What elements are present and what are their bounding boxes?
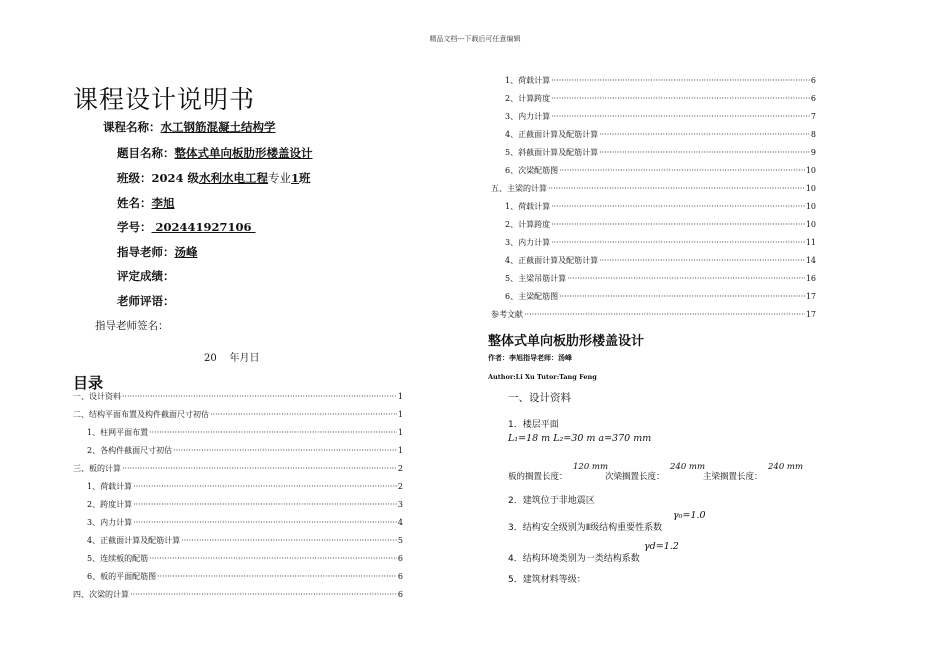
toc-left-column (73, 391, 403, 607)
toc-entry-page: 6 (397, 572, 403, 581)
toc-leader-dots (157, 572, 397, 581)
bearing-main-beam-label: 主梁搁置长度： (703, 472, 763, 482)
name-row (117, 195, 175, 211)
structure-factor: γd=1.2 (644, 541, 679, 552)
toc-entry-page: 3 (397, 500, 403, 509)
toc-entry[interactable] (73, 481, 403, 499)
toc-entry[interactable] (73, 391, 403, 409)
topic-value: 整体式单向板肋形楼盖设计 (174, 146, 313, 160)
toc-entry-page: 1 (397, 392, 403, 401)
toc-entry-title: 5、连续板的配筋 (87, 554, 149, 563)
item-safety-class: 3．结构安全级别为Ⅱ级结构重要性系数 (508, 523, 663, 533)
toc-entry[interactable] (491, 291, 816, 309)
item-floor-plan: 1．楼层平面 (508, 420, 559, 430)
toc-entry-title: 6、板的平面配筋图 (87, 572, 157, 581)
section-design-data: 一、设计资料 (508, 392, 571, 404)
toc-leader-dots (599, 256, 805, 265)
toc-entry-title: 1、荷载计算 (87, 482, 133, 491)
toc-entry-title: 2、跨度计算 (87, 500, 133, 509)
importance-factor: γ₀=1.0 (673, 510, 706, 521)
toc-leader-dots (599, 130, 810, 139)
toc-entry-page: 10 (805, 220, 816, 229)
toc-entry[interactable] (491, 147, 816, 165)
toc-entry-page: 4 (397, 518, 403, 527)
toc-leader-dots (559, 166, 805, 175)
toc-heading: 目录 (73, 374, 104, 392)
toc-entry[interactable] (491, 165, 816, 183)
toc-entry[interactable] (73, 589, 403, 607)
toc-entry-title: 4、正截面计算及配筋计算 (87, 536, 181, 545)
toc-entry-title: 2、各构件截面尺寸初估 (87, 446, 173, 455)
toc-entry-page: 6 (397, 554, 403, 563)
class-year: 2024 级 (151, 171, 200, 185)
toc-leader-dots (122, 464, 397, 473)
toc-entry[interactable] (73, 409, 403, 427)
toc-entry-title: 2、计算跨度 (505, 220, 551, 229)
toc-entry-title: 一、设计资料 (73, 392, 121, 401)
toc-entry-title: 6、主梁配筋图 (505, 292, 559, 301)
document-title: 课程设计说明书 (73, 85, 256, 114)
toc-leader-dots (149, 428, 397, 437)
toc-leader-dots (567, 274, 805, 283)
advisor-value: 汤峰 (174, 245, 198, 259)
paper-authors-english: Author:Li Xu Tutor:Tang Feng (488, 373, 597, 381)
toc-leader-dots (551, 76, 810, 85)
toc-entry[interactable] (491, 111, 816, 129)
toc-leader-dots (548, 184, 805, 193)
topic-label: 题目名称： (117, 146, 175, 160)
toc-leader-dots (551, 238, 805, 247)
toc-entry-page: 2 (397, 464, 403, 473)
student-id-label: 学号： (117, 220, 152, 234)
toc-entry-title: 3、内力计算 (505, 112, 551, 121)
toc-right-column (491, 75, 816, 327)
item-non-seismic: 2．建筑位于非地震区 (508, 496, 595, 506)
toc-leader-dots (133, 518, 397, 527)
toc-leader-dots (133, 500, 397, 509)
toc-entry-page: 1 (397, 428, 403, 437)
toc-leader-dots (130, 590, 397, 599)
toc-entry-title: 参考文献 (491, 310, 523, 319)
toc-entry-title: 3、内力计算 (87, 518, 133, 527)
advisor-label: 指导老师： (117, 245, 175, 259)
bearing-slab-label: 板的搁置长度： (508, 472, 568, 482)
toc-leader-dots (551, 94, 810, 103)
course-name-value: 水工钢筋混凝土结构学 (160, 120, 276, 134)
toc-entry-page: 9 (810, 148, 816, 157)
toc-leader-dots (133, 482, 397, 491)
bearing-slab-value: 120 mm (573, 462, 609, 472)
toc-entry-title: 3、内力计算 (505, 238, 551, 247)
class-number: 1 (291, 171, 300, 185)
toc-leader-dots (122, 392, 397, 401)
toc-entry[interactable] (73, 571, 403, 589)
grade-label: 评定成绩： (117, 269, 175, 283)
toc-entry[interactable] (73, 517, 403, 535)
toc-entry-title: 五、主梁的计算 (491, 184, 547, 193)
toc-entry-title: 二、结构平面布置及构件截面尺寸初估 (73, 410, 209, 419)
toc-entry[interactable] (491, 129, 816, 147)
student-id-value: 202441927106 (151, 220, 256, 234)
toc-leader-dots (181, 536, 397, 545)
toc-entry-title: 1、荷载计算 (505, 76, 551, 85)
topic-row (117, 145, 313, 161)
toc-leader-dots (524, 310, 805, 319)
toc-entry-page: 6 (397, 590, 403, 599)
toc-entry-page: 6 (810, 94, 816, 103)
toc-entry-title: 5、主梁吊筋计算 (505, 274, 567, 283)
toc-entry[interactable] (491, 237, 816, 255)
toc-entry-title: 2、计算跨度 (505, 94, 551, 103)
class-major-suffix: 专业 (268, 171, 292, 185)
student-id-row (117, 219, 256, 235)
toc-leader-dots (173, 446, 397, 455)
course-name-label: 课程名称： (103, 120, 161, 134)
toc-entry[interactable] (491, 309, 816, 327)
toc-entry-page: 14 (805, 256, 816, 265)
bearing-secondary-beam-value: 240 mm (670, 462, 706, 472)
toc-entry-page: 1 (397, 446, 403, 455)
toc-entry[interactable] (491, 75, 816, 93)
toc-entry-page: 10 (805, 166, 816, 175)
toc-entry-title: 三、板的计算 (73, 464, 121, 473)
toc-entry[interactable] (491, 201, 816, 219)
advisor-row (117, 244, 198, 260)
toc-entry-title: 1、柱网平面布置 (87, 428, 149, 437)
date-line: 20 年月日 (204, 353, 260, 364)
item-environment-class: 4．结构环境类别为一类结构系数 (508, 554, 640, 564)
toc-entry-title: 5、斜截面计算及配筋计算 (505, 148, 599, 157)
class-row (117, 170, 311, 186)
toc-leader-dots (551, 112, 810, 121)
class-suffix: 班 (299, 171, 311, 185)
toc-entry[interactable] (73, 499, 403, 517)
toc-entry-title: 1、荷载计算 (505, 202, 551, 211)
toc-entry[interactable] (73, 535, 403, 553)
page-header: 精品文档---下载后可任意编辑 (429, 35, 521, 43)
toc-leader-dots (551, 220, 805, 229)
toc-entry-page: 6 (810, 76, 816, 85)
paper-authors: 作者：李旭指导老师：汤峰 (488, 354, 572, 362)
signature-row (95, 318, 169, 333)
name-label: 姓名： (117, 196, 152, 210)
course-name-row (103, 119, 276, 135)
toc-entry-page: 5 (397, 536, 403, 545)
toc-entry-page: 7 (810, 112, 816, 121)
toc-entry[interactable] (73, 445, 403, 463)
floor-plan-dimensions: L₁=18 m L₂=30 m a=370 mm (508, 433, 652, 444)
comment-label: 老师评语： (117, 294, 175, 308)
toc-entry[interactable] (491, 219, 816, 237)
toc-entry-page: 17 (805, 292, 816, 301)
bearing-secondary-beam-label: 次梁搁置长度： (605, 472, 665, 482)
toc-leader-dots (210, 410, 397, 419)
grade-row (117, 268, 175, 284)
comment-row (117, 293, 175, 309)
toc-entry-title: 4、正截面计算及配筋计算 (505, 130, 599, 139)
toc-entry-page: 16 (805, 274, 816, 283)
toc-entry[interactable] (73, 553, 403, 571)
toc-entry-page: 1 (397, 410, 403, 419)
toc-entry[interactable] (73, 463, 403, 481)
toc-leader-dots (559, 292, 805, 301)
toc-entry-page: 17 (805, 310, 816, 319)
toc-entry-title: 4、正截面计算及配筋计算 (505, 256, 599, 265)
item-materials: 5．建筑材料等级： (508, 575, 586, 585)
toc-entry-page: 10 (805, 184, 816, 193)
toc-entry-page: 10 (805, 202, 816, 211)
class-major: 水利水电工程 (199, 171, 269, 185)
paper-title: 整体式单向板肋形楼盖设计 (488, 334, 645, 349)
toc-entry[interactable] (491, 255, 816, 273)
toc-entry[interactable] (73, 427, 403, 445)
toc-entry-title: 四、次梁的计算 (73, 590, 129, 599)
class-label: 班级： (117, 171, 152, 185)
toc-entry-page: 11 (805, 238, 816, 247)
toc-entry[interactable] (491, 273, 816, 291)
toc-leader-dots (599, 148, 810, 157)
toc-entry-page: 2 (397, 482, 403, 491)
toc-entry[interactable] (491, 93, 816, 111)
toc-leader-dots (149, 554, 397, 563)
signature-label: 指导老师签名： (95, 320, 169, 332)
name-value: 李旭 (151, 196, 175, 210)
bearing-main-beam-value: 240 mm (768, 462, 804, 472)
toc-entry-page: 8 (810, 130, 816, 139)
toc-entry[interactable] (491, 183, 816, 201)
toc-leader-dots (551, 202, 805, 211)
toc-entry-title: 6、次梁配筋图 (505, 166, 559, 175)
